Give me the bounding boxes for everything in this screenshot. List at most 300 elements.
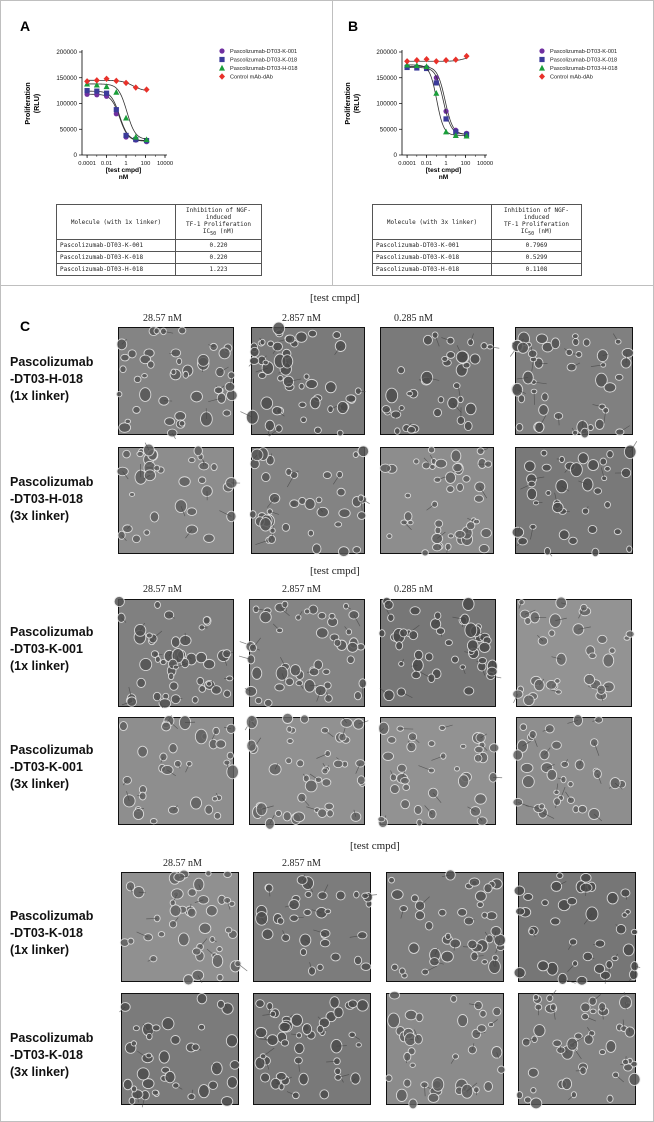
cell	[296, 680, 303, 685]
cell	[408, 520, 413, 524]
cell	[209, 1081, 218, 1089]
cell	[334, 760, 343, 768]
cell	[194, 446, 202, 456]
ic50-header-line2: TF-1 Proliferation	[503, 221, 570, 228]
cell	[211, 464, 217, 471]
cell	[223, 410, 231, 416]
micrograph	[253, 872, 371, 982]
cell	[268, 535, 276, 543]
cell	[383, 752, 394, 760]
legend-label: Control mAb-dAb	[550, 74, 593, 81]
cell	[297, 760, 304, 767]
cell	[358, 446, 369, 457]
cell	[552, 502, 563, 512]
cell	[622, 913, 627, 918]
cell	[198, 354, 209, 366]
cell	[410, 607, 420, 615]
table-row	[57, 264, 262, 276]
cell	[458, 909, 467, 917]
cell	[454, 767, 459, 771]
cell	[516, 1092, 522, 1099]
cell	[316, 628, 328, 638]
y-tick-label: 200000	[56, 49, 77, 57]
cell	[607, 892, 618, 904]
cell	[451, 450, 461, 462]
cell	[528, 1068, 538, 1077]
ic50-header-sub: 50	[210, 231, 217, 238]
cell	[301, 417, 307, 423]
legend-label: Pascolizumab-DT03-K-001	[550, 49, 618, 56]
cell	[123, 1079, 132, 1089]
cell	[552, 741, 562, 749]
cell	[464, 687, 474, 695]
cell	[192, 1044, 199, 1051]
cell	[425, 653, 433, 661]
cell	[171, 369, 176, 375]
cell	[398, 367, 405, 374]
cell	[407, 426, 415, 433]
cell	[415, 911, 424, 920]
cell	[434, 409, 442, 417]
cell	[401, 800, 410, 809]
cell	[542, 464, 551, 471]
cell	[534, 1025, 545, 1037]
cell	[192, 970, 204, 980]
cell	[626, 631, 634, 638]
cell	[224, 690, 231, 697]
cell	[224, 898, 231, 904]
y-tick-label: 0	[73, 152, 77, 160]
cell	[282, 934, 290, 941]
micrograph-texture	[387, 873, 503, 981]
cell	[479, 544, 489, 552]
cell	[217, 974, 223, 980]
row-label-line: -DT03-K-001	[10, 760, 83, 774]
cell	[335, 522, 342, 527]
data-point	[453, 57, 459, 63]
cell	[334, 1007, 343, 1018]
cell	[465, 623, 477, 637]
legend-marker	[539, 65, 545, 71]
cell	[146, 633, 152, 638]
cell	[595, 940, 605, 947]
data-point	[443, 116, 448, 121]
cell	[199, 1085, 210, 1098]
cell	[119, 423, 131, 433]
cell	[486, 912, 496, 920]
cell	[161, 722, 170, 731]
micrograph-texture	[122, 873, 238, 981]
cell	[524, 893, 533, 900]
row-label-line: Pascolizumab	[10, 475, 94, 489]
table-row	[373, 264, 582, 276]
table-cell-molecule: Pascolizumab-DT03-K-018	[57, 252, 176, 264]
cell	[347, 642, 358, 652]
data-point	[113, 78, 119, 84]
data-point	[123, 133, 128, 138]
cell	[273, 342, 283, 351]
cell	[299, 1073, 308, 1085]
panel-letter-c: C	[20, 318, 31, 334]
cell	[252, 667, 262, 679]
cell	[335, 1068, 341, 1075]
cell	[245, 686, 257, 696]
cell	[428, 447, 434, 453]
concentration-label: 2.857 nM	[282, 584, 321, 595]
cell	[226, 390, 237, 400]
row-label-k018-3x	[10, 1030, 120, 1081]
legend-marker	[539, 48, 544, 53]
cell	[562, 1078, 572, 1090]
cell	[155, 656, 160, 662]
cell	[609, 648, 615, 654]
cell	[353, 547, 361, 554]
cell	[573, 430, 578, 435]
cell	[147, 361, 154, 368]
cell	[581, 1003, 590, 1012]
cell	[468, 940, 477, 949]
micrograph-texture	[516, 448, 632, 553]
cell	[542, 393, 549, 401]
cell	[154, 328, 159, 334]
cell	[445, 640, 452, 646]
data-point	[104, 91, 109, 96]
y-axis-label: Proliferation	[343, 82, 352, 125]
cell	[434, 477, 441, 482]
cell	[442, 356, 448, 361]
cell	[169, 744, 177, 753]
cell	[569, 537, 578, 544]
cell	[487, 667, 497, 676]
table-header-row	[57, 205, 262, 240]
cell	[474, 754, 482, 762]
cell	[295, 1043, 305, 1054]
data-point	[144, 86, 150, 92]
legend-marker	[539, 73, 545, 79]
cell	[165, 1071, 175, 1082]
legend-label: Pascolizumab-DT03-H-018	[230, 66, 298, 73]
cell	[455, 530, 465, 538]
micrograph-texture	[381, 328, 493, 434]
micrograph-texture	[517, 718, 631, 824]
y-tick-label: 150000	[376, 74, 397, 82]
table-cell-ic50: 0.220	[176, 252, 262, 264]
cell	[598, 635, 607, 643]
cell	[339, 509, 350, 518]
cell	[592, 548, 599, 557]
y-axis-label-unit: (RLU)	[32, 93, 41, 114]
cell	[159, 1051, 169, 1063]
panel-letter-b: B	[348, 18, 359, 34]
table-cell-ic50: 0.220	[176, 240, 262, 252]
micrograph	[380, 599, 496, 707]
cell	[179, 327, 186, 334]
table-header-row	[373, 205, 582, 240]
cell	[278, 375, 284, 381]
chart-b	[340, 40, 650, 181]
cell	[569, 939, 576, 945]
cell	[211, 1062, 222, 1075]
table-header-ic50	[176, 205, 262, 240]
x-tick-label: 100	[140, 161, 151, 167]
concentration-label: 2.857 nM	[282, 858, 321, 869]
row-label-line: Pascolizumab	[10, 355, 94, 369]
ic50-header-unit: IC	[202, 228, 211, 235]
cell	[225, 927, 231, 933]
cell	[435, 612, 441, 620]
micrograph-background	[122, 994, 238, 1104]
cell	[264, 699, 272, 706]
cell	[320, 1090, 329, 1099]
cell	[586, 907, 598, 921]
cell	[516, 908, 525, 915]
cell	[204, 534, 215, 542]
cell	[527, 488, 537, 500]
cell	[386, 388, 398, 403]
cell	[117, 467, 128, 476]
data-point	[433, 90, 439, 96]
cell	[143, 444, 154, 456]
cell	[150, 512, 159, 522]
cell	[458, 775, 468, 788]
cell	[468, 1046, 476, 1054]
micrograph	[386, 872, 504, 982]
row-label-line: -DT03-K-018	[10, 1048, 83, 1062]
cell	[197, 993, 207, 1003]
cell	[120, 366, 126, 373]
cell	[198, 1024, 204, 1030]
data-point	[123, 80, 129, 86]
micrograph	[121, 993, 239, 1105]
cell	[281, 1040, 288, 1046]
cell	[387, 534, 392, 539]
cell	[489, 960, 501, 974]
cell	[119, 722, 127, 731]
x-axis-label-unit: nM	[438, 174, 449, 181]
cell	[334, 639, 341, 646]
cell	[524, 695, 535, 706]
cell	[513, 690, 523, 698]
cell	[557, 873, 563, 879]
micrograph-texture	[119, 448, 233, 553]
legend-label: Pascolizumab-DT03-H-018	[550, 66, 618, 73]
cell	[428, 741, 435, 747]
cell	[318, 612, 326, 619]
cell	[317, 1025, 323, 1033]
cell	[117, 613, 125, 622]
cell	[226, 1035, 237, 1047]
cell	[384, 600, 393, 609]
cell	[131, 1041, 136, 1046]
chart-a	[20, 40, 330, 181]
table-cell-molecule: Pascolizumab-DT03-H-018	[57, 264, 176, 276]
cell	[597, 350, 608, 362]
ic50-table-b	[372, 204, 582, 276]
cell	[188, 889, 196, 897]
cell	[318, 892, 327, 900]
x-tick-label: 0.01	[100, 161, 113, 167]
cell	[407, 391, 413, 396]
cell	[337, 430, 343, 436]
cell	[260, 611, 271, 622]
row-label-line: (3x linker)	[10, 777, 70, 791]
cell	[275, 810, 281, 816]
cell	[602, 476, 607, 481]
cell	[260, 518, 271, 531]
cell	[547, 769, 557, 780]
micrograph	[516, 717, 632, 825]
cell	[308, 530, 313, 536]
cell	[411, 895, 418, 902]
cell	[179, 477, 190, 487]
cell	[399, 406, 404, 411]
series-fit-line	[87, 94, 146, 141]
cell	[323, 669, 330, 675]
cell	[489, 744, 498, 752]
cell	[133, 808, 143, 819]
micrograph-texture	[119, 600, 233, 706]
micrograph	[121, 872, 239, 982]
cell	[265, 818, 274, 829]
cell	[195, 729, 207, 744]
ic50-header-line1: Inhibition of NGF-induced	[185, 207, 252, 221]
cell	[629, 1073, 640, 1085]
cell	[173, 1083, 179, 1088]
cell	[567, 1038, 578, 1050]
cell	[498, 1066, 505, 1073]
micrograph-texture	[381, 600, 495, 706]
micrograph-texture	[517, 600, 631, 706]
cell	[221, 1097, 232, 1107]
cell	[305, 891, 312, 897]
table-row	[57, 240, 262, 252]
cell	[171, 1036, 180, 1045]
divider-horizontal	[0, 285, 654, 286]
y-tick-label: 50000	[59, 126, 77, 134]
cell	[206, 871, 211, 876]
cell	[132, 535, 140, 543]
cell	[513, 750, 523, 760]
cell	[403, 784, 410, 790]
cell	[556, 653, 566, 665]
cell	[612, 956, 618, 961]
cell	[528, 481, 535, 487]
cell	[165, 418, 175, 426]
micrograph	[380, 327, 494, 435]
cell	[144, 530, 150, 535]
cell	[482, 912, 488, 918]
data-point	[443, 129, 449, 135]
legend-marker	[219, 65, 225, 71]
cell	[607, 1095, 613, 1102]
cell	[386, 1075, 392, 1082]
cell	[189, 457, 196, 462]
cell	[304, 909, 312, 915]
row-label-line: (1x linker)	[10, 659, 70, 673]
cell	[300, 715, 308, 723]
cell	[142, 374, 148, 378]
cell	[261, 1073, 270, 1082]
data-point	[443, 57, 449, 63]
cell	[227, 752, 233, 759]
cell	[137, 678, 146, 687]
data-point	[104, 76, 110, 82]
ic50-header-sub: 50	[528, 231, 535, 238]
cell	[396, 642, 403, 650]
cell	[199, 686, 206, 693]
row-label-line: -DT03-K-001	[10, 642, 83, 656]
row-label-line: -DT03-H-018	[10, 492, 83, 506]
legend-marker	[219, 57, 224, 62]
cell	[469, 878, 480, 886]
cell	[299, 383, 304, 389]
cell	[428, 674, 435, 683]
cell	[481, 343, 487, 349]
cell	[267, 1035, 278, 1046]
cell	[414, 650, 423, 660]
cell	[224, 871, 232, 877]
cell	[441, 951, 453, 962]
cell	[216, 740, 226, 748]
micrograph	[380, 717, 496, 825]
cell	[121, 354, 129, 361]
cell	[583, 339, 590, 346]
cell	[287, 726, 292, 732]
cell	[178, 933, 189, 946]
cell	[545, 725, 554, 733]
cell	[290, 665, 300, 676]
y-tick-label: 50000	[379, 126, 397, 134]
cell	[392, 964, 398, 970]
x-tick-label: 1	[124, 161, 128, 167]
cell	[129, 492, 134, 496]
y-tick-label: 200000	[376, 49, 397, 57]
cell	[123, 450, 131, 458]
micrograph	[118, 599, 234, 707]
cell	[318, 809, 327, 818]
cell	[138, 746, 148, 757]
cell	[192, 697, 198, 704]
cell	[606, 1041, 616, 1053]
cell	[573, 338, 579, 345]
cell	[600, 458, 607, 465]
cell	[380, 464, 391, 472]
cell	[354, 891, 360, 898]
cell	[567, 797, 574, 803]
cell	[538, 961, 549, 971]
x-tick-label: 100	[460, 161, 471, 167]
cell	[169, 921, 176, 928]
cell	[447, 352, 455, 359]
cell	[539, 405, 549, 416]
cell	[356, 760, 365, 767]
cell	[256, 803, 267, 816]
cell	[631, 929, 637, 934]
cell	[575, 760, 584, 770]
cell	[627, 546, 632, 552]
cell	[133, 1026, 139, 1031]
cell	[336, 891, 345, 900]
cell	[588, 460, 599, 471]
data-point	[404, 58, 410, 64]
cell	[477, 1025, 486, 1033]
cell	[277, 918, 284, 925]
cell	[525, 617, 531, 624]
cell	[588, 525, 597, 533]
cell	[310, 397, 320, 409]
cell	[175, 412, 186, 421]
cell	[338, 547, 349, 557]
